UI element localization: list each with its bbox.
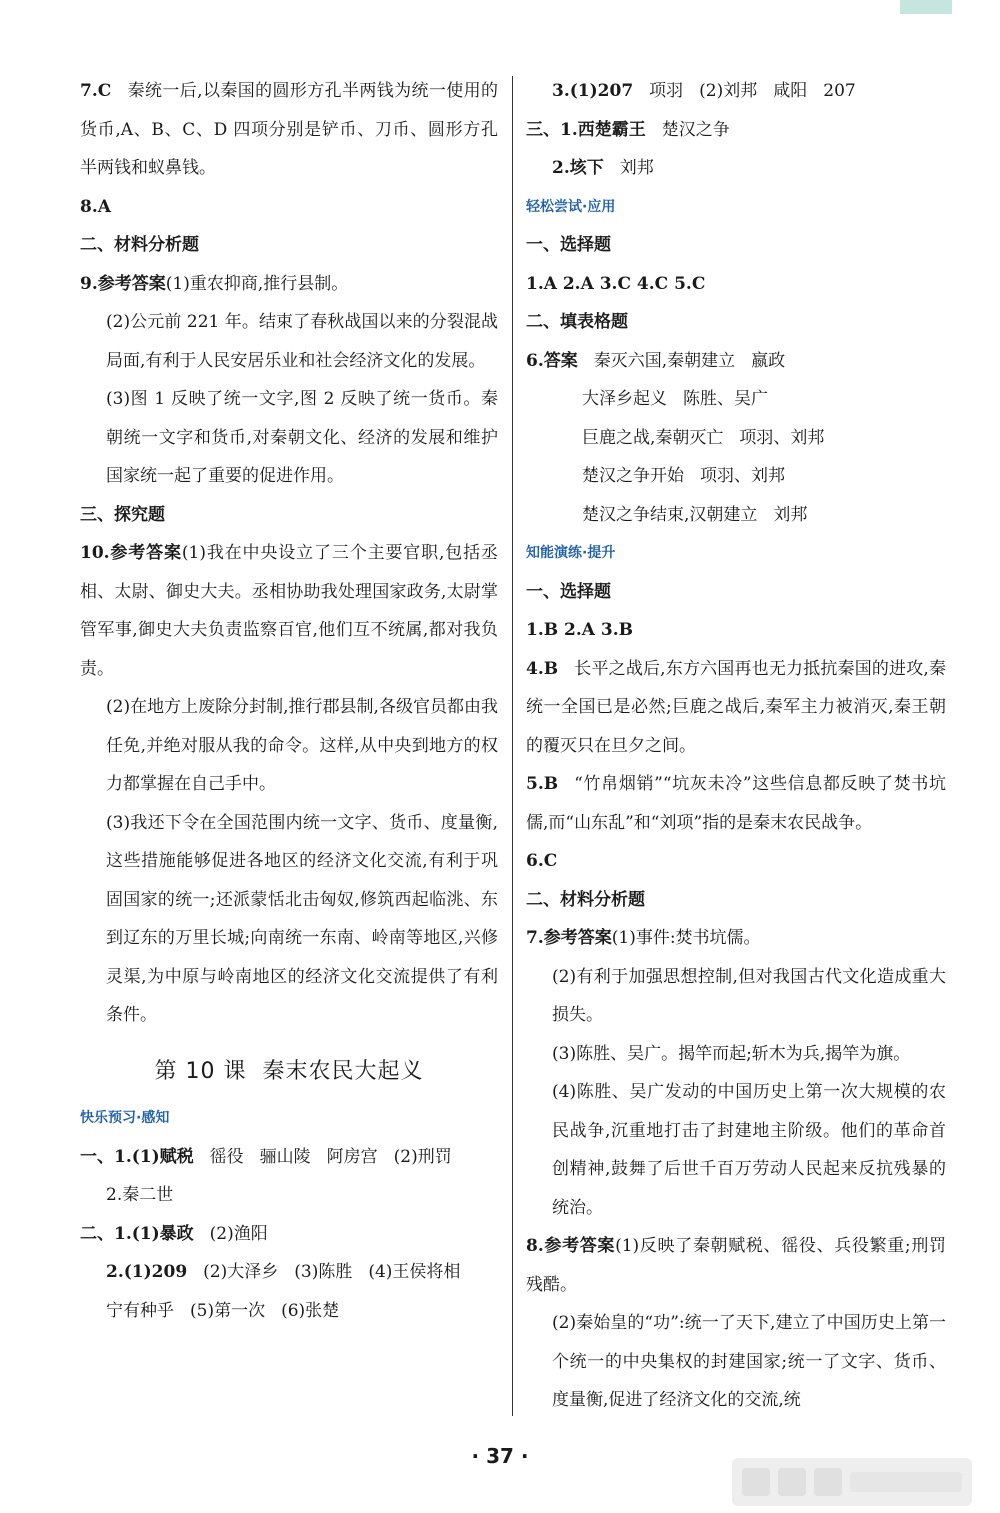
choice-answers-1: 1.A 2.A 3.C 4.C 5.C bbox=[526, 273, 706, 294]
answer-r-q6: 6.C bbox=[526, 851, 558, 871]
answer-q8: 8.A bbox=[80, 196, 111, 217]
section-preview: 快乐预习·感知 bbox=[80, 1110, 170, 1126]
section-heading-material: 二、材料分析题 bbox=[80, 235, 199, 255]
answer-r-q7-part3: (3)陈胜、吴广。揭竿而起;斩木为兵,揭竿为旗。 bbox=[552, 1043, 911, 1064]
answer-r-q7-part4: (4)陈胜、吴广发动的中国历史上第一次大规模的农民战争,沉重地打击了封建地主阶级。他们的革命首创精神,鼓舞了后世千百万劳动人民起来反抗残暴的统治。 bbox=[552, 1082, 946, 1218]
answer-q9-part3: (3)图 1 反映了统一文字,图 2 反映了统一货币。秦朝统一文字和货币,对秦朝文化、经济的发展和维护国家统一起了重要的促进作用。 bbox=[106, 389, 498, 486]
watermark-logo-icon bbox=[732, 1458, 972, 1506]
q6-row-5: 楚汉之争结束,汉朝建立 刘邦 bbox=[582, 504, 808, 525]
preview-line-4: 2.(1)209 (2)大泽乡 (3)陈胜 (4)王侯将相 bbox=[106, 1262, 461, 1282]
answer-q10-part1: 10.参考答案(1)我在中央设立了三个主要官职,包括丞相、太尉、御史大夫。丞相协助我处理国家政务,太尉掌管军事,御史大夫负责监察百官,他们互不统属,都对我负责。 bbox=[80, 543, 499, 679]
q6-row-4: 楚汉之争开始 项羽、刘邦 bbox=[582, 466, 785, 486]
answer-q9-part2: (2)公元前 221 年。结束了春秋战国以来的分裂混战局面,有利于人民安居乐业和社会经济文化的发展。 bbox=[106, 312, 498, 371]
q6-row-3: 巨鹿之战,秦朝灭亡 项羽、刘邦 bbox=[582, 427, 825, 448]
choice-answers-2: 1.B 2.A 3.B bbox=[526, 620, 634, 640]
left-column bbox=[80, 72, 498, 1330]
right-line-q3: 3.(1)207 项羽 (2)刘邦 咸阳 207 bbox=[552, 81, 856, 101]
answer-r-q5: 5.B “竹帛烟销”“坑灰未冷”这些信息都反映了焚书坑儒,而“山东乱”和“刘项”指的是秦末农民战争。 bbox=[526, 774, 946, 833]
section-table: 二、填表格题 bbox=[526, 312, 628, 332]
corner-mark bbox=[900, 0, 952, 14]
section-choice-1: 一、选择题 bbox=[526, 235, 611, 255]
q6-row-2: 大泽乡起义 陈胜、吴广 bbox=[582, 389, 768, 409]
answer-r-q8-part2: (2)秦始皇的“功”:统一了天下,建立了中国历史上第一个统一的中央集权的封建国家;统一了文字、货币、度量衡,促进了经济文化的交流,统 bbox=[552, 1313, 946, 1410]
answer-q10-part3: (3)我还下令在全国范围内统一文字、货币、度量衡,这些措施能够促进各地区的经济文化交流,有利于巩固国家的统一;还派蒙恬北击匈奴,修筑西起临洮、东到辽东的万里长城;向南统一东南、岭南等地区,兴修灵渠,为中原与岭南地区的经济文化交流提供了有利条件。 bbox=[106, 812, 498, 1025]
preview-line-2: 2.秦二世 bbox=[106, 1185, 174, 1205]
preview-line-1: 一、1.(1)赋税 徭役 骊山陵 阿房宫 (2)刑罚 bbox=[80, 1146, 452, 1167]
answer-r-q7-part1: 7.参考答案(1)事件:焚书坑儒。 bbox=[526, 928, 761, 948]
answer-q10-part2: (2)在地方上废除分封制,推行郡县制,各级官员都由我任免,并绝对服从我的命令。这样,从中央到地方的权力都掌握在自己手中。 bbox=[106, 697, 498, 794]
preview-line-5: 宁有种乎 (5)第一次 (6)张楚 bbox=[106, 1300, 340, 1321]
column-divider bbox=[512, 76, 513, 1416]
answer-q9-part1: 9.参考答案(1)重农抑商,推行县制。 bbox=[80, 273, 349, 294]
page-number: · 37 · bbox=[471, 1444, 529, 1468]
section-try: 轻松尝试·应用 bbox=[526, 198, 616, 215]
right-column bbox=[526, 72, 946, 1420]
right-line-s3-2: 2.垓下 刘邦 bbox=[552, 158, 654, 178]
section-skill: 知能演练·提升 bbox=[526, 545, 616, 561]
answer-r-q4: 4.B 长平之战后,东方六国再也无力抵抗秦国的进攻,秦统一全国已是必然;巨鹿之战后,秦军主力被消灭,秦王朝的覆灭只在旦夕之间。 bbox=[526, 658, 946, 756]
lesson-title: 第 10 课 秦末农民大起义 bbox=[154, 1058, 424, 1084]
section-choice-2: 一、选择题 bbox=[526, 581, 611, 602]
q6-row-1: 6.答案 秦灭六国,秦朝建立 嬴政 bbox=[526, 350, 786, 371]
section-heading-inquiry: 三、探究题 bbox=[80, 504, 165, 525]
preview-line-3: 二、1.(1)暴政 (2)渔阳 bbox=[80, 1223, 268, 1244]
answer-r-q8-part1: 8.参考答案(1)反映了秦朝赋税、徭役、兵役繁重;刑罚残酷。 bbox=[526, 1236, 946, 1295]
section-material-2: 二、材料分析题 bbox=[526, 889, 645, 910]
answer-q7: 7.C 秦统一后,以秦国的圆形方孔半两钱为统一使用的货币,A、B、C、D 四项分别是铲币、刀币、圆形方孔半两钱和蚁鼻钱。 bbox=[80, 81, 498, 178]
answer-r-q7-part2: (2)有利于加强思想控制,但对我国古代文化造成重大损失。 bbox=[552, 966, 946, 1025]
right-line-s3-1: 三、1.西楚霸王 楚汉之争 bbox=[526, 119, 730, 140]
